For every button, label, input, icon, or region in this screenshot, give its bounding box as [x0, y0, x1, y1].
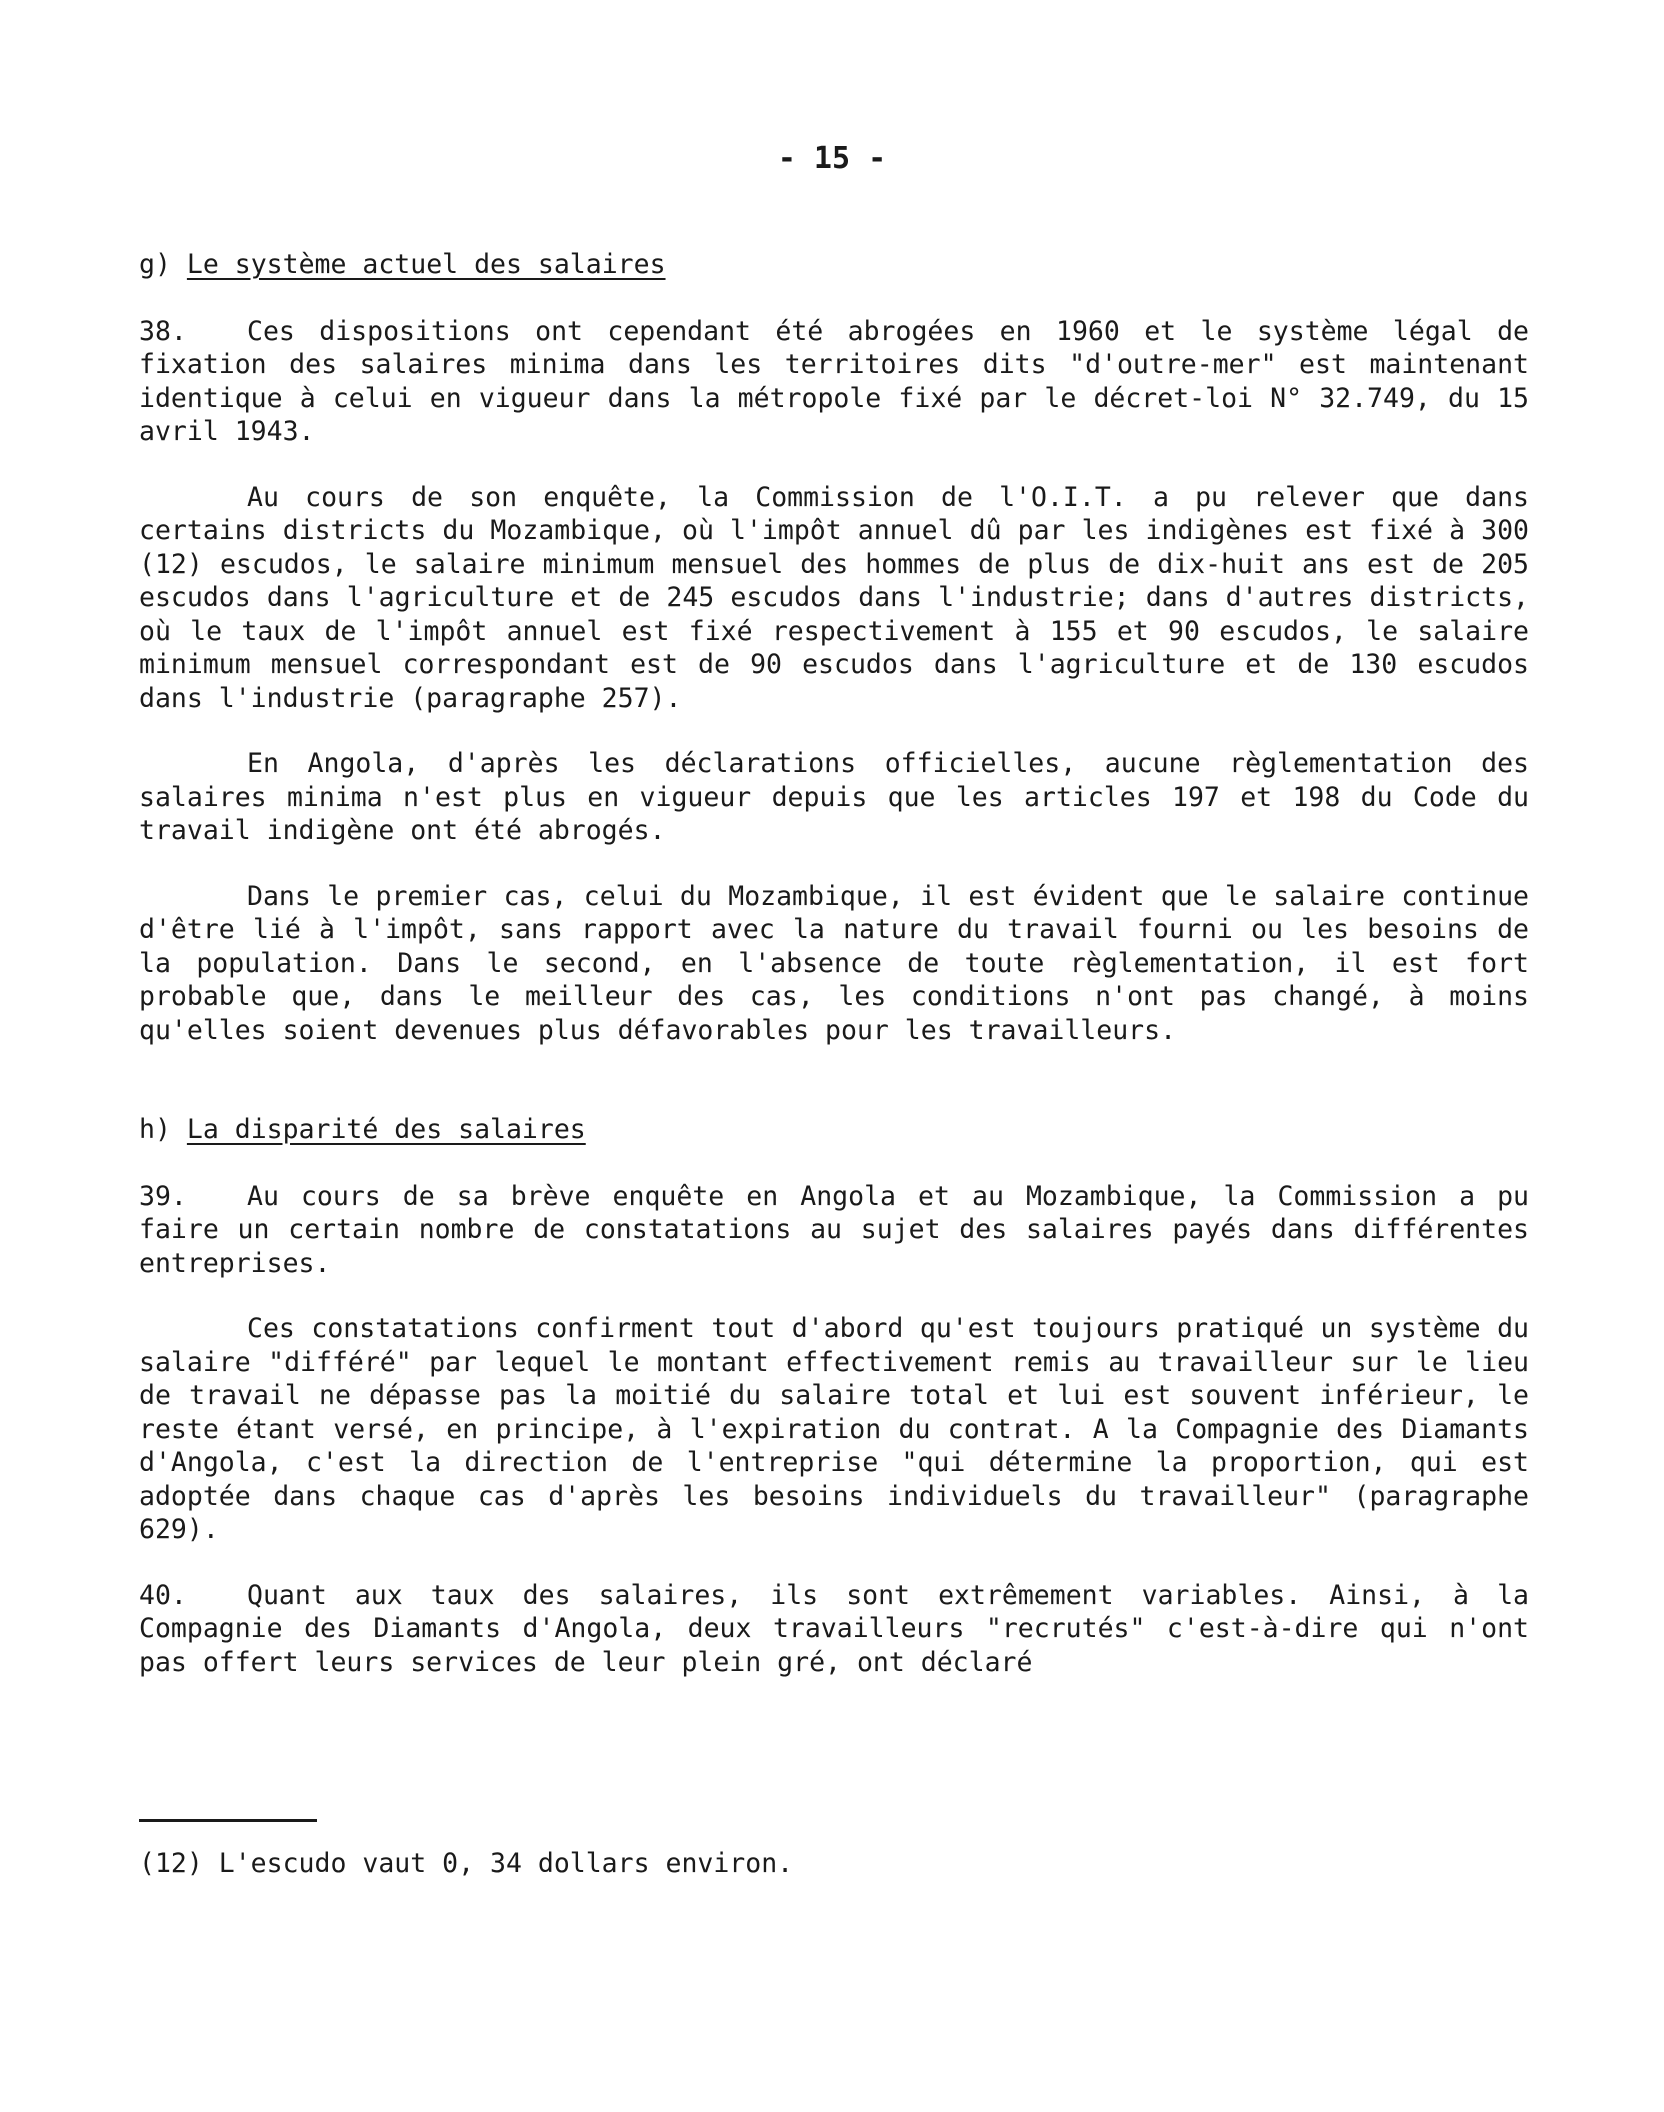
paragraph-40 [139, 1579, 1529, 1680]
footnote-12: (12) L'escudo vaut 0, 34 dollars environ. [139, 1848, 794, 1879]
paragraph-text: Au cours de sa brève enquête en Angola et au Mozambique, la Commission a pu faire un certain nombre de constatations au sujet des salaires payés dans différentes entreprises. [139, 1180, 1529, 1279]
section-title: Le système actuel des salaires [186, 249, 666, 280]
page-number: - 15 - [777, 141, 887, 176]
paragraph-38-angola: En Angola, d'après les déclarations officielles, aucune règlementation des salaires minima n'est plus en vigueur depuis que les articles 197 et 198 du Code du travail indigène ont été abrogés. [139, 748, 1529, 846]
footnote-divider [139, 1819, 317, 1822]
paragraph-39 [139, 1180, 1529, 1281]
section-heading-g [139, 248, 1529, 282]
paragraph-38 [139, 315, 1529, 449]
paragraph-text: Quant aux taux des salaires, ils sont extrêmement variables. Ainsi, à la Compagnie des Diamants d'Angola, deux travailleurs "recrutés" c'est-à-dire qui n'ont pas offert leurs services de leur plein gré, ont déclaré [139, 1579, 1529, 1678]
paragraph-text: Ces dispositions ont cependant été abrogées en 1960 et le système légal de fixation des salaires minima dans les territoires dits "d'outre-mer" est maintenant identique à celui en vigueur dans la métropole fixé par le décret-loi N° 32.749, du 15 avril 1943. [139, 315, 1529, 447]
paragraph-38-comparison: Dans le premier cas, celui du Mozambique, il est évident que le salaire continue d'être lié à l'impôt, sans rapport avec la nature du travail fourni ou les besoins de la population. Dans le second, en l'absence de toute règlementation, il est fort probable que, dans le meilleur des cas, les conditions n'ont pas changé, à moins qu'elles soient devenues plus défavorables pour les travailleurs. [139, 880, 1529, 1046]
section-title: La disparité des salaires [186, 1114, 586, 1145]
section-letter: g) [139, 249, 171, 280]
document-body [139, 248, 1529, 1679]
paragraph-39-deferred-salary: Ces constatations confirment tout d'abord qu'est toujours pratiqué un système du salaire "différé" par lequel le montant effectivement remis au travailleur sur le lieu de travail ne dépasse pas la moitié du salaire total et lui est souvent inférieur, le reste étant versé, en principe, à l'expiration du contrat. A la Compagnie des Diamants d'Angola, c'est la direction de l'entreprise "qui détermine la proportion, qui est adoptée dans chaque cas d'après les besoins individuels du travailleur" (paragraphe 629). [139, 1313, 1529, 1545]
paragraph-38-mozambique: Au cours de son enquête, la Commission de l'O.I.T. a pu relever que dans certains districts du Mozambique, où l'impôt annuel dû par les indigènes est fixé à 300 (12) escudos, le salaire minimum mensuel des hommes de plus de dix-huit ans est de 205 escudos dans l'agriculture et de 245 escudos dans l'industrie; dans d'autres districts, où le taux de l'impôt annuel est fixé respectivement à 155 et 90 escudos, le salaire minimum mensuel correspondant est de 90 escudos dans l'agriculture et de 130 escudos dans l'industrie (paragraphe 257). [139, 481, 1529, 714]
section-heading-h [139, 1113, 1529, 1147]
section-letter: h) [139, 1114, 171, 1145]
paragraph-number: 40. [139, 1579, 187, 1611]
paragraph-number: 39. [139, 1180, 187, 1212]
paragraph-number: 38. [139, 315, 187, 347]
